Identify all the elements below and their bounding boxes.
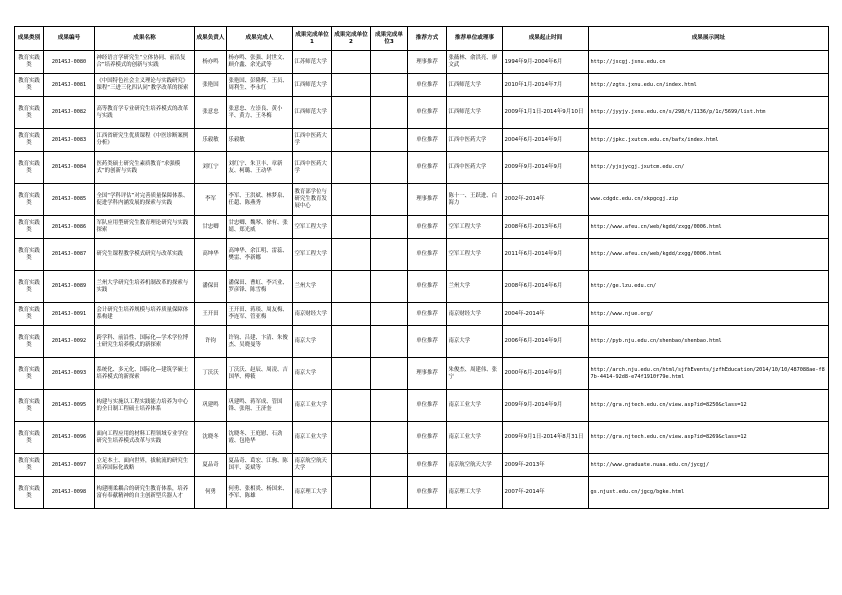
cell-method: 单位推荐 <box>408 422 447 454</box>
cell-url[interactable]: http://jyyjy.jxnu.edu.cn/s/298/t/1136/p/1c/5699/list.htm <box>589 97 829 129</box>
cell-unit3 <box>371 184 408 216</box>
cell-category: 教育实践类 <box>15 326 44 358</box>
cell-category: 教育实践类 <box>15 422 44 454</box>
cell-url[interactable]: http://www.afeu.cn/web/kgdd/zxgg/0006.html <box>589 216 829 239</box>
cell-period: 2008年6月-2013年6月 <box>503 216 589 239</box>
cell-period: 2007年-2014年 <box>503 477 589 509</box>
cell-code: 2014SJ-0085 <box>44 184 95 216</box>
cell-unit3 <box>371 152 408 184</box>
cell-unit3 <box>371 239 408 271</box>
cell-category: 教育实践类 <box>15 358 44 390</box>
cell-url[interactable]: http://ge.lzu.edu.cn/ <box>589 271 829 303</box>
cell-method: 单位推荐 <box>408 152 447 184</box>
table-row <box>15 303 829 326</box>
cell-name: 面向工程应用的材料工程领域专业学位研究生培养模式改革与实践 <box>95 422 195 454</box>
cell-url[interactable]: http://arch.nju.edu.cn/html/sjfhEvents/jzfhEducation/2014/10/10/487088ae-f87b-4414-92d8-e74f1910f79e.html <box>589 358 829 390</box>
cell-category: 教育实践类 <box>15 216 44 239</box>
achievements-table <box>14 26 829 509</box>
cell-unit3 <box>371 358 408 390</box>
cell-unit1: 江苏师范大学 <box>293 51 332 74</box>
cell-unit3 <box>371 129 408 152</box>
cell-leader: 潘保田 <box>195 271 227 303</box>
header-method: 推荐方式 <box>408 27 447 51</box>
cell-leader: 张艳国 <box>195 74 227 97</box>
cell-recommender: 南京航空航天大学 <box>447 454 503 477</box>
cell-method: 理事推荐 <box>408 358 447 390</box>
cell-recommender: 空军工程大学 <box>447 216 503 239</box>
table-row <box>15 390 829 422</box>
cell-period: 2009年-2013年 <box>503 454 589 477</box>
cell-members: 沈晓冬、王庭慰、石劲霞、包艳华 <box>227 422 293 454</box>
cell-members: 巩建鸣、蒋军成、管国锋、张翔、王济奎 <box>227 390 293 422</box>
cell-members: 何勇、张相炎、杨国来、李军、陈雄 <box>227 477 293 509</box>
cell-name: 《中国特色社会主义理论与实践研究》课程“三进三化四认同”教学改革的探索 <box>95 74 195 97</box>
cell-url[interactable]: gs.njust.edu.cn/jgcg/bgke.html <box>589 477 829 509</box>
cell-url[interactable]: www.cdgdc.edu.cn/xkpgcgj.zip <box>589 184 829 216</box>
cell-unit2 <box>332 477 371 509</box>
cell-members: 甘忠卿、魏琴、徐有、张婧、郑光威 <box>227 216 293 239</box>
cell-category: 教育实践类 <box>15 390 44 422</box>
cell-unit1: 南京理工大学 <box>293 477 332 509</box>
cell-unit3 <box>371 74 408 97</box>
cell-name: 系统化、多元化、国际化—建筑学硕士培养模式的新探索 <box>95 358 195 390</box>
cell-members: 张意忠、左崇良、黄小平、黄力、王冬梅 <box>227 97 293 129</box>
cell-unit3 <box>371 271 408 303</box>
cell-leader: 李军 <box>195 184 227 216</box>
cell-recommender: 江西中医药大学 <box>447 152 503 184</box>
cell-period: 2010年1月-2014年7月 <box>503 74 589 97</box>
cell-unit2 <box>332 184 371 216</box>
cell-unit2 <box>332 422 371 454</box>
cell-recommender: 南京工业大学 <box>447 390 503 422</box>
cell-recommender: 朱俊杰、周建伟、张宁 <box>447 358 503 390</box>
cell-category: 教育实践类 <box>15 152 44 184</box>
cell-unit3 <box>371 51 408 74</box>
cell-code: 2014SJ-0093 <box>44 358 95 390</box>
cell-period: 2002年-2014年 <box>503 184 589 216</box>
cell-recommender: 空军工程大学 <box>447 239 503 271</box>
table-row <box>15 51 829 74</box>
cell-code: 2014SJ-0081 <box>44 74 95 97</box>
cell-unit1: 江西中医药大学 <box>293 152 332 184</box>
cell-code: 2014SJ-0098 <box>44 477 95 509</box>
table-row <box>15 422 829 454</box>
cell-category: 教育实践类 <box>15 74 44 97</box>
cell-unit2 <box>332 271 371 303</box>
cell-url[interactable]: http://pyb.nju.edu.cn/shenbao/shenbao.html <box>589 326 829 358</box>
cell-unit1: 南京大学 <box>293 326 332 358</box>
cell-unit1: 空军工程大学 <box>293 216 332 239</box>
cell-category: 教育实践类 <box>15 303 44 326</box>
cell-category: 教育实践类 <box>15 271 44 303</box>
cell-category: 教育实践类 <box>15 239 44 271</box>
cell-method: 单位推荐 <box>408 239 447 271</box>
cell-method: 单位推荐 <box>408 390 447 422</box>
cell-code: 2014SJ-0089 <box>44 271 95 303</box>
cell-code: 2014SJ-0087 <box>44 239 95 271</box>
cell-leader: 张意忠 <box>195 97 227 129</box>
cell-members: 潘保田、曹虹、李兴业、罗彦锋、陈雪梅 <box>227 271 293 303</box>
cell-name: 全国“学科评估”对完善质量保障体系、促进学科内涵发展的探索与实践 <box>95 184 195 216</box>
cell-recommender: 南京大学 <box>447 326 503 358</box>
header-leader: 成果负责人 <box>195 27 227 51</box>
cell-recommender: 江西师范大学 <box>447 97 503 129</box>
table-row <box>15 97 829 129</box>
cell-code: 2014SJ-0086 <box>44 216 95 239</box>
header-category: 成果类别 <box>15 27 44 51</box>
cell-method: 单位推荐 <box>408 454 447 477</box>
cell-url[interactable]: http://www.njue.org/ <box>589 303 829 326</box>
cell-method: 单位推荐 <box>408 326 447 358</box>
cell-name: 医药类硕士研究生素质教育“求强模式”的创新与实践 <box>95 152 195 184</box>
cell-recommender: 张薇林、俞洪亮、廖文武 <box>447 51 503 74</box>
cell-url[interactable]: http://zgts.jxnu.edu.cn/index.html <box>589 74 829 97</box>
cell-leader: 许钧 <box>195 326 227 358</box>
cell-unit2 <box>332 454 371 477</box>
cell-url[interactable]: http://www.graduate.nuaa.edu.cn/jycgj/ <box>589 454 829 477</box>
cell-name: 高等教育学专业研究生培养模式的改革与实践 <box>95 97 195 129</box>
table-row <box>15 152 829 184</box>
cell-category: 教育实践类 <box>15 454 44 477</box>
cell-leader: 何勇 <box>195 477 227 509</box>
cell-leader: 丁沃沃 <box>195 358 227 390</box>
table-row <box>15 184 829 216</box>
table-row <box>15 326 829 358</box>
cell-unit2 <box>332 216 371 239</box>
cell-name: 研究生课程教学模式研究与改革实践 <box>95 239 195 271</box>
cell-unit3 <box>371 454 408 477</box>
cell-unit1: 南京工业大学 <box>293 422 332 454</box>
cell-name: 构建与实施以工程实践能力培养为中心的全日制工程硕士培养体系 <box>95 390 195 422</box>
cell-name: 神经语言学研究生“立体协同、前沿复合”培养模式的创新与实践 <box>95 51 195 74</box>
cell-recommender: 南京工业大学 <box>447 422 503 454</box>
cell-unit2 <box>332 97 371 129</box>
cell-code: 2014SJ-0096 <box>44 422 95 454</box>
header-code: 成果编号 <box>44 27 95 51</box>
cell-url[interactable]: http://jpkc.jxutcm.edu.cn/bafx/index.html <box>589 129 829 152</box>
cell-code: 2014SJ-0083 <box>44 129 95 152</box>
cell-unit1: 兰州大学 <box>293 271 332 303</box>
cell-name: 跨学科、前沿性、国际化—学术学位博士研究生培养模式的新探索 <box>95 326 195 358</box>
cell-url[interactable]: http://gra.njtech.edu.cn/view.asp?id=8269&class=12 <box>589 422 829 454</box>
header-period: 成果起止时间 <box>503 27 589 51</box>
cell-unit2 <box>332 152 371 184</box>
cell-leader: 高坤华 <box>195 239 227 271</box>
cell-method: 单位推荐 <box>408 216 447 239</box>
cell-period: 2009年9月-2014年9月 <box>503 390 589 422</box>
cell-members: 乐毅敏 <box>227 129 293 152</box>
cell-members: 杨亦鸣、张强、封世文、顾介鑫、余光武等 <box>227 51 293 74</box>
cell-unit1: 空军工程大学 <box>293 239 332 271</box>
cell-members: 丁沃沃、赵辰、周凌、吉国华、傅筱 <box>227 358 293 390</box>
cell-period: 2009年1月1日-2014年9月10日 <box>503 97 589 129</box>
header-row <box>15 27 829 51</box>
cell-period: 2011年6月-2014年9月 <box>503 239 589 271</box>
cell-leader: 乐毅敏 <box>195 129 227 152</box>
cell-period: 2004年6月-2014年9月 <box>503 129 589 152</box>
cell-name: 立足本土、面向世界，拔航流的研究生培养国际化战略 <box>95 454 195 477</box>
cell-unit1: 南京航空航天大学 <box>293 454 332 477</box>
cell-unit2 <box>332 74 371 97</box>
cell-members: 李军、王洪斌、林梦泉、任超、陈燕秀 <box>227 184 293 216</box>
cell-unit1: 南京财经大学 <box>293 303 332 326</box>
cell-recommender: 兰州大学 <box>447 271 503 303</box>
cell-leader: 甘忠卿 <box>195 216 227 239</box>
cell-members: 许钧、吕建、卞清、朱俊杰、吴晓曼等 <box>227 326 293 358</box>
cell-leader: 王开田 <box>195 303 227 326</box>
cell-recommender: 南京财经大学 <box>447 303 503 326</box>
cell-unit1: 南京工业大学 <box>293 390 332 422</box>
cell-code: 2014SJ-0082 <box>44 97 95 129</box>
header-members: 成果完成人 <box>227 27 293 51</box>
cell-method: 单位推荐 <box>408 129 447 152</box>
cell-unit2 <box>332 239 371 271</box>
cell-recommender: 陈十一、王跃进、白海力 <box>447 184 503 216</box>
cell-method: 理事推荐 <box>408 184 447 216</box>
cell-unit1: 江西师范大学 <box>293 97 332 129</box>
cell-unit3 <box>371 97 408 129</box>
table-row <box>15 129 829 152</box>
cell-unit3 <box>371 216 408 239</box>
cell-name: 会计研究生培养规模与培养质量保障体系构建 <box>95 303 195 326</box>
cell-leader: 杨亦鸣 <box>195 51 227 74</box>
table-row <box>15 454 829 477</box>
table-row <box>15 477 829 509</box>
cell-unit2 <box>332 326 371 358</box>
cell-period: 2000年6月-2014年9月 <box>503 358 589 390</box>
cell-url[interactable]: http://gra.njtech.edu.cn/view.asp?id=8250&class=12 <box>589 390 829 422</box>
cell-unit2 <box>332 129 371 152</box>
cell-name: 兰州大学研究生培养机制改革的探索与实践 <box>95 271 195 303</box>
cell-leader: 夏品奇 <box>195 454 227 477</box>
cell-unit2 <box>332 390 371 422</box>
header-unit2: 成果完成单位2 <box>332 27 371 51</box>
cell-unit1: 江西中医药大学 <box>293 129 332 152</box>
cell-period: 2008年6月-2014年6月 <box>503 271 589 303</box>
cell-code: 2014SJ-0080 <box>44 51 95 74</box>
header-unit1: 成果完成单位1 <box>293 27 332 51</box>
table-row <box>15 358 829 390</box>
cell-unit3 <box>371 303 408 326</box>
cell-url[interactable]: http://jscgj.jsnu.edu.cn <box>589 51 829 74</box>
cell-category: 教育实践类 <box>15 51 44 74</box>
cell-name: 江西省研究生优质课程《中医诊断案例分析》 <box>95 129 195 152</box>
cell-unit1: 教育部学位与研究生教育发展中心 <box>293 184 332 216</box>
cell-url[interactable]: http://yjsjycgj.jxutcm.edu.cn/ <box>589 152 829 184</box>
cell-unit2 <box>332 51 371 74</box>
cell-members: 夏品奇、葛宏、江驹、陈国平、姜斌等 <box>227 454 293 477</box>
cell-method: 理事推荐 <box>408 51 447 74</box>
cell-category: 教育实践类 <box>15 97 44 129</box>
table-row <box>15 74 829 97</box>
table-row <box>15 216 829 239</box>
table-row <box>15 239 829 271</box>
cell-code: 2014SJ-0097 <box>44 454 95 477</box>
cell-name: 构建刚柔耦合的研究生教育体系，培养富有奉献精神的自主创新型兵器人才 <box>95 477 195 509</box>
cell-method: 单位推荐 <box>408 477 447 509</box>
header-unit3: 成果完成单位3 <box>371 27 408 51</box>
cell-code: 2014SJ-0091 <box>44 303 95 326</box>
cell-recommender: 江西师范大学 <box>447 74 503 97</box>
cell-leader: 沈晓冬 <box>195 422 227 454</box>
cell-code: 2014SJ-0092 <box>44 326 95 358</box>
cell-category: 教育实践类 <box>15 477 44 509</box>
cell-unit3 <box>371 390 408 422</box>
cell-url[interactable]: http://www.afeu.cn/web/kgdd/zxgg/0006.html <box>589 239 829 271</box>
table-row <box>15 271 829 303</box>
cell-category: 教育实践类 <box>15 184 44 216</box>
cell-code: 2014SJ-0084 <box>44 152 95 184</box>
cell-leader: 刘红宁 <box>195 152 227 184</box>
cell-code: 2014SJ-0095 <box>44 390 95 422</box>
cell-unit1: 南京大学 <box>293 358 332 390</box>
cell-category: 教育实践类 <box>15 129 44 152</box>
cell-period: 2004年-2014年 <box>503 303 589 326</box>
cell-recommender: 南京理工大学 <box>447 477 503 509</box>
cell-recommender: 江西中医药大学 <box>447 129 503 152</box>
header-recommender: 推荐单位或理事 <box>447 27 503 51</box>
cell-unit2 <box>332 303 371 326</box>
cell-unit1: 江西师范大学 <box>293 74 332 97</box>
cell-unit3 <box>371 422 408 454</box>
cell-method: 单位推荐 <box>408 97 447 129</box>
cell-period: 2009年9月1日-2014年8月31日 <box>503 422 589 454</box>
cell-method: 单位推荐 <box>408 74 447 97</box>
cell-name: 军队应用型研究生教育理论研究与实践探索 <box>95 216 195 239</box>
cell-members: 高坤华、余江明、雷蕊、樊雷、李新娜 <box>227 239 293 271</box>
cell-period: 1994年9月-2004年6月 <box>503 51 589 74</box>
cell-members: 张艳国、彭隆辉、王员、周利生、李永红 <box>227 74 293 97</box>
cell-unit3 <box>371 326 408 358</box>
header-url: 成果展示网址 <box>589 27 829 51</box>
header-name: 成果名称 <box>95 27 195 51</box>
cell-period: 2009年9月-2014年9月 <box>503 152 589 184</box>
cell-leader: 巩建鸣 <box>195 390 227 422</box>
cell-members: 刘红宁、朱卫丰、章新友、柯璐、王动华 <box>227 152 293 184</box>
cell-unit3 <box>371 477 408 509</box>
cell-method: 单位推荐 <box>408 271 447 303</box>
cell-period: 2006年6月-2014年9月 <box>503 326 589 358</box>
cell-members: 王开田、蒋琰、周友梅、李连军、管亚梅 <box>227 303 293 326</box>
cell-unit2 <box>332 358 371 390</box>
cell-method: 单位推荐 <box>408 303 447 326</box>
